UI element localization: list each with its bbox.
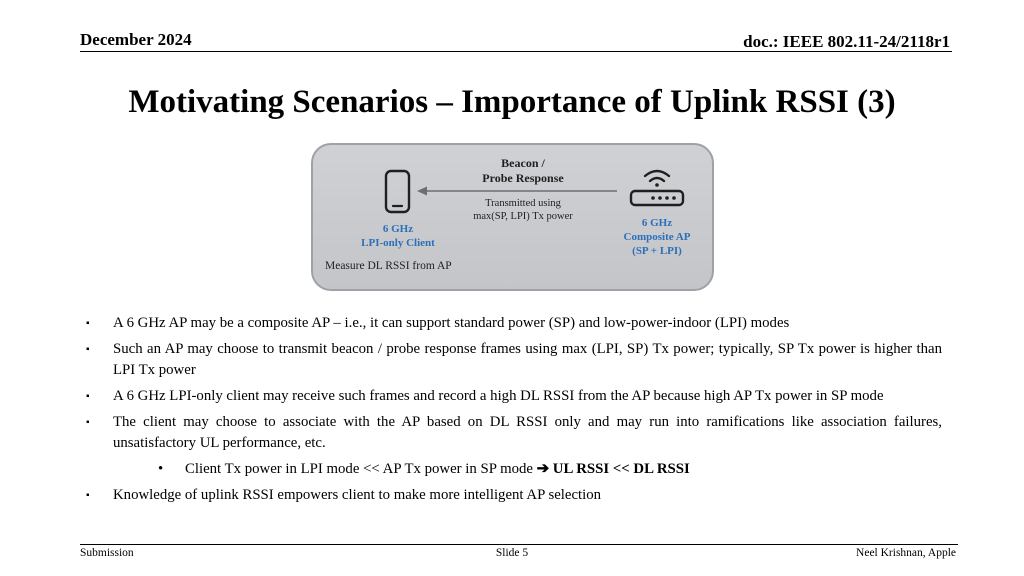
tx-label-line1: Transmitted using (485, 198, 561, 209)
footer-slide-number: Slide 5 (495, 547, 529, 559)
phone-icon (383, 169, 413, 215)
bullet-item: ▪ Knowledge of uplink RSSI empowers client to make more intelligent AP selection (86, 485, 942, 506)
square-bullet-icon: ▪ (86, 318, 90, 329)
wifi-router-icon (627, 163, 687, 209)
bullet-item: ▪ Such an AP may choose to transmit beacon / probe response frames using max (LPI, SP) Tx power; typically, SP Tx power is higher than LPI Tx power (86, 341, 942, 378)
header-date: December 2024 (80, 30, 192, 49)
ap-label-line3: (SP + LPI) (632, 245, 682, 257)
bullet-item: ▪ A 6 GHz AP may be a composite AP – i.e., it can support standard power (SP) and low-power-indoor (LPI) modes (86, 313, 942, 334)
scenario-diagram (311, 143, 714, 291)
right-arrow-icon: ➔ (536, 461, 550, 477)
bullet-item: ▪ The client may choose to associate with the AP based on DL RSSI only and may run into ramifications like association failures, unsatisfactory UL performance, etc. (86, 414, 942, 451)
square-bullet-icon: ▪ (86, 391, 90, 402)
sub-bullet-item: • Client Tx power in LPI mode << AP Tx power in SP mode ➔ UL RSSI << DL RSSI (86, 459, 942, 480)
footer-divider (80, 544, 958, 545)
client-label-line1: 6 GHz (382, 223, 414, 235)
measure-label: Measure DL RSSI from AP (325, 260, 452, 272)
sub-bullet-emphasis: UL RSSI << DL RSSI (552, 461, 690, 477)
beacon-label-line2: Probe Response (482, 171, 564, 185)
bullet-list (86, 313, 942, 511)
header-divider (80, 51, 952, 52)
ap-label-line1: 6 GHz (641, 217, 673, 229)
arrow-left-icon (417, 185, 617, 197)
ap-label-line2: Composite AP (623, 231, 691, 243)
footer-author: Neel Krishnan, Apple (856, 547, 956, 559)
dot-bullet-icon: • (158, 461, 164, 477)
beacon-label-line1: Beacon / (501, 156, 545, 170)
slide-title: Motivating Scenarios – Importance of Uplink RSSI (3) (128, 84, 896, 120)
square-bullet-icon: ▪ (86, 490, 90, 501)
tx-label-line2: max(SP, LPI) Tx power (473, 211, 573, 222)
square-bullet-icon: ▪ (86, 344, 90, 355)
client-label-line2: LPI-only Client (361, 237, 435, 249)
bullet-item: ▪ A 6 GHz LPI-only client may receive such frames and record a high DL RSSI from the AP because high AP Tx power in SP mode (86, 386, 942, 407)
header-doc-id: doc.: IEEE 802.11-24/2118r1 (743, 32, 950, 51)
square-bullet-icon: ▪ (86, 417, 90, 428)
footer-submission: Submission (80, 547, 134, 559)
